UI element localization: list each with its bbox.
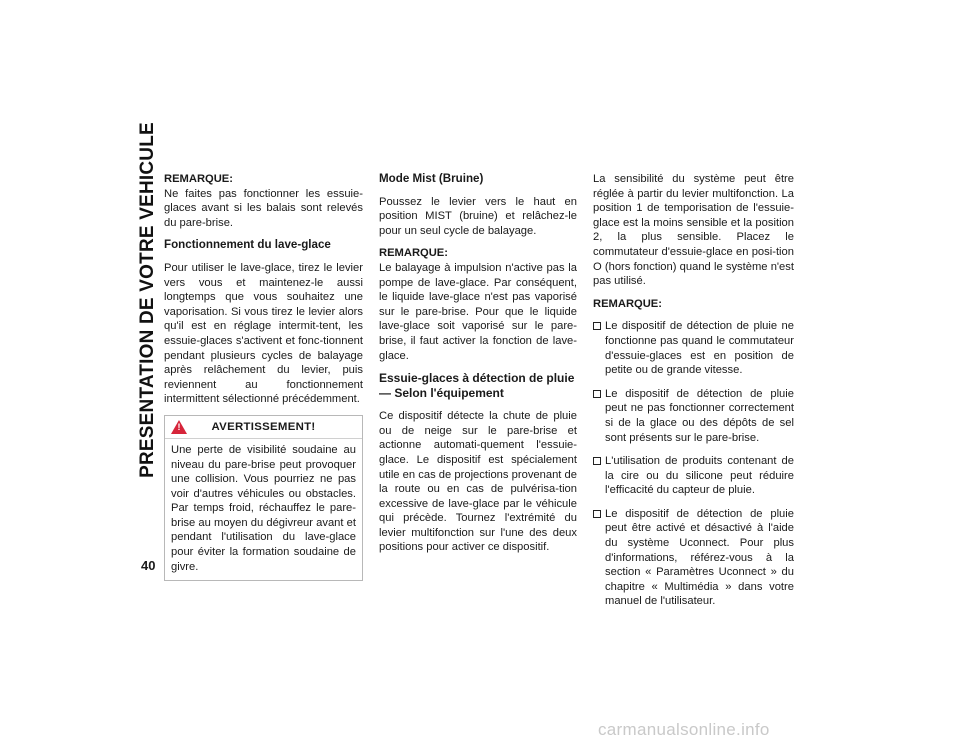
warning-body <box>165 443 362 574</box>
list-item-text: Le dispositif de détection de pluie peut ne pas fonctionner correctement si de la glace ou des dépôts de sel sont présents sur le pare-brise. <box>605 387 794 444</box>
chapter-title-text: PRESENTATION DE VOTRE VEHICULE <box>137 122 158 478</box>
list-item <box>593 507 794 609</box>
list-item <box>593 454 794 498</box>
list-item-text: L'utilisation de produits contenant de la cire ou du silicone peut réduire l'efficacité du capteur de pluie. <box>605 455 794 497</box>
note-block <box>164 172 363 230</box>
watermark: carmanualsonline.info <box>598 720 770 739</box>
note-list <box>593 319 794 609</box>
section-title-rain-sensing: Essuie-glaces à détection de pluie — Selon l'équipement <box>379 371 575 401</box>
checkbox-bullet-icon <box>593 322 601 330</box>
note-text: Ne faites pas fonctionner les essuie-glaces avant si les balais sont relevés du pare-brise. <box>164 187 363 229</box>
note-label: REMARQUE: <box>164 173 233 185</box>
chapter-side-title <box>137 122 159 478</box>
warning-text: Une perte de visibilité soudaine au niveau du pare-brise peut provoquer une collision. Vous pourriez ne pas voir d'autres véhicules ou obstacles. Par temps froid, réchauffez le pare-brise au moyen du dégivreur avant et pendant l'utilisation du lave-glace pour éviter la formation soudaine de givre. <box>171 443 356 573</box>
warning-box <box>164 415 363 581</box>
mist-paragraph: Poussez le levier vers le haut en position MIST (bruine) et relâchez-le pour un seul cycle de balayage. <box>379 195 577 237</box>
warning-title: AVERTISSEMENT! <box>211 420 316 433</box>
column-right <box>593 172 794 618</box>
checkbox-bullet-icon <box>593 390 601 398</box>
note-text: Le balayage à impulsion n'active pas la pompe de lave-glace. Par conséquent, le liquide lave-glace n'est pas vaporisé sur le pare-brise. Pour que le liquide lave-glace soit vaporisé sur le pare-brise, il faut activer la fonction de lave-glace. <box>379 261 577 362</box>
note-label: REMARQUE: <box>379 247 448 260</box>
checkbox-bullet-icon <box>593 457 601 465</box>
checkbox-bullet-icon <box>593 510 601 518</box>
column-middle <box>379 172 577 563</box>
sensitivity-paragraph: La sensibilité du système peut être réglée à partir du levier multifonction. La position 1 de temporisation de l'essuie-glace est la moins sensible et la position 2, la plus sensible. Placez le commutateur d'essuie-glace en posi-tion O (hors fonction) quand le système n'est pas utilisé. <box>593 173 794 288</box>
note-label-block <box>593 297 794 312</box>
note-label: REMARQUE: <box>593 297 662 310</box>
warning-header <box>165 416 362 439</box>
exclamation-icon: ! <box>177 421 181 432</box>
list-item <box>593 387 794 445</box>
list-item <box>593 319 794 377</box>
note-block <box>379 246 577 363</box>
page-number: 40 <box>141 558 156 573</box>
column-left <box>164 172 363 581</box>
section-heading-mist: Mode Mist (Bruine) <box>379 172 484 185</box>
section-heading-washer: Fonctionnement du lave-glace <box>164 238 331 252</box>
rain-sensing-paragraph: Ce dispositif détecte la chute de pluie ou de neige sur le pare-brise et actionne automati-quement l'essuie-glace. Le dispositif est spécialement utile en cas de projections provenant de la route ou en cas de pulvérisa-tion excessive de lave-glace par le véhicule qui précède. Tournez l'extrémité du levier multifonction sur l'une des deux positions pour activer ce dispositif. <box>379 410 577 554</box>
list-item-text: Le dispositif de détection de pluie ne fonctionne pas quand le commutateur d'essuie-glaces est en position de petite ou de grande vitesse. <box>605 320 794 377</box>
list-item-text: Le dispositif de détection de pluie peut être activé et désactivé à l'aide du système Uconnect. Pour plus d'informations, référez-vous à la section « Paramètres Uconnect » du chapitre « Multimédia » dans votre manuel de l'utilisateur. <box>605 507 794 608</box>
washer-paragraph: Pour utiliser le lave-glace, tirez le levier vers vous et maintenez-le aussi longtemps que vous souhaitez une vaporisation. Si vous tirez le levier alors qu'il est en réglage intermit-tent, les essuie-glaces s'activent et fonc-tionnent pendant plusieurs cycles de balayage après relâchement du levier, puis reviennent au fonctionnement intermittent sélectionné précédemment. <box>164 261 363 406</box>
